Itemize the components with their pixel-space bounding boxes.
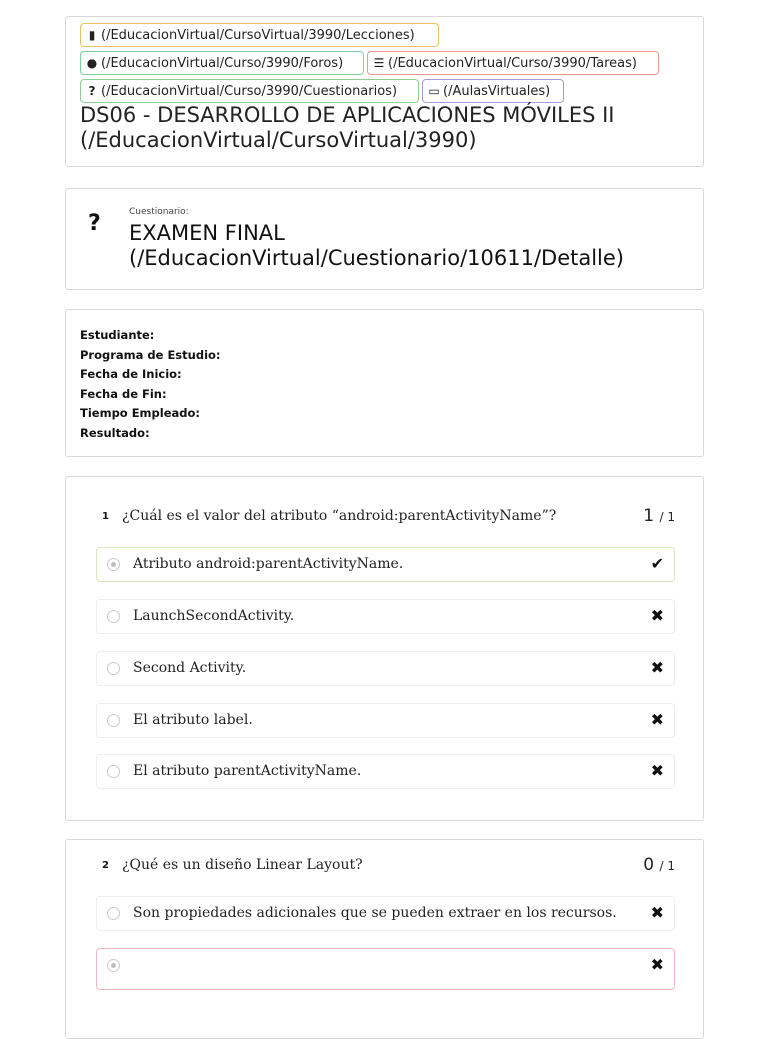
answer-option[interactable] — [96, 754, 675, 789]
answer-text: Atributo android:parentActivityName. — [133, 556, 404, 572]
tiempo-label: Tiempo Empleado: — [80, 406, 201, 420]
laptop-icon: ▭ — [428, 84, 440, 98]
tareas-link[interactable] — [367, 51, 659, 75]
answer-text: El atributo label. — [133, 712, 253, 728]
close-icon: ✖ — [650, 658, 664, 677]
radio-button[interactable] — [107, 907, 120, 920]
answer-option[interactable] — [96, 896, 675, 931]
course-title-link: (/EducacionVirtual/CursoVirtual/3990) — [80, 128, 477, 152]
course-title[interactable] — [80, 103, 700, 153]
page-viewport[interactable] — [0, 28, 768, 988]
programa-label: Programa de Estudio: — [80, 347, 221, 362]
course-title-text: DS06 - DESARROLLO DE APLICACIONES MÓVILES II — [80, 103, 615, 127]
score-max: / 1 — [659, 859, 675, 873]
answer-text: El atributo parentActivityName. — [133, 763, 362, 779]
answer-option[interactable] — [96, 599, 675, 634]
score-value: 0 — [643, 855, 655, 875]
fecha-inicio-label: Fecha de Inicio: — [80, 367, 182, 381]
question-score — [643, 855, 675, 875]
radio-button[interactable] — [107, 765, 120, 778]
answer-option[interactable] — [96, 948, 675, 990]
cuestionarios-link-text: (/EducacionVirtual/Curso/3990/Cuestionarios) — [101, 84, 398, 99]
book-icon: ▮ — [88, 28, 96, 42]
comments-icon: ● — [86, 56, 98, 70]
tareas-link-text: (/EducacionVirtual/Curso/3990/Tareas) — [388, 56, 637, 71]
question-icon: ? — [88, 211, 101, 236]
quiz-title-text: EXAMEN FINAL — [129, 221, 285, 245]
question-text: ¿Cuál es el valor del atributo “android:parentActivityName”? — [122, 508, 557, 524]
question-card — [65, 839, 704, 1039]
radio-button[interactable] — [107, 558, 120, 571]
radio-button[interactable] — [107, 662, 120, 675]
close-icon: ✖ — [650, 903, 664, 922]
check-icon: ✔ — [650, 554, 664, 573]
course-card — [65, 16, 704, 167]
answer-text: Second Activity. — [133, 660, 247, 676]
foros-link-text: (/EducacionVirtual/Curso/3990/Foros) — [101, 56, 344, 71]
fecha-fin-label: Fecha de Fin: — [80, 386, 167, 401]
answer-option[interactable] — [96, 547, 675, 582]
close-icon: ✖ — [650, 955, 664, 974]
question-number: 1 — [102, 511, 109, 522]
question-text: ¿Qué es un diseño Linear Layout? — [122, 857, 363, 873]
radio-button[interactable] — [107, 959, 120, 972]
lecciones-link-text: (/EducacionVirtual/CursoVirtual/3990/Lecciones) — [101, 28, 415, 43]
question-score — [643, 506, 675, 526]
lecciones-link[interactable] — [80, 23, 439, 47]
quiz-label: Cuestionario: — [129, 207, 189, 217]
quiz-title-link: (/EducacionVirtual/Cuestionario/10611/Detalle) — [129, 246, 624, 270]
student-info-list — [80, 326, 221, 443]
resultado-label: Resultado: — [80, 425, 150, 440]
question-icon: ? — [88, 84, 96, 98]
aulas-virtuales-link[interactable] — [422, 79, 564, 103]
answer-text: LaunchSecondActivity. — [133, 608, 295, 624]
answer-option[interactable] — [96, 703, 675, 738]
cuestionarios-link[interactable] — [80, 79, 419, 103]
answer-option[interactable] — [96, 651, 675, 686]
score-value: 1 — [643, 506, 655, 526]
foros-link[interactable] — [80, 51, 364, 75]
question-card — [65, 476, 704, 821]
radio-button[interactable] — [107, 714, 120, 727]
aulas-link-text: (/AulasVirtuales) — [443, 84, 551, 99]
close-icon: ✖ — [650, 606, 664, 625]
estudiante-label: Estudiante: — [80, 328, 155, 342]
answer-text: Son propiedades adicionales que se pueden extraer en los recursos. — [133, 905, 617, 921]
quiz-card — [65, 188, 704, 290]
quiz-title[interactable] — [129, 221, 689, 271]
student-info-card — [65, 309, 704, 457]
close-icon: ✖ — [650, 761, 664, 780]
tasks-icon: ☰ — [373, 56, 385, 70]
question-number: 2 — [102, 860, 109, 871]
radio-button[interactable] — [107, 610, 120, 623]
score-max: / 1 — [659, 510, 675, 524]
close-icon: ✖ — [650, 710, 664, 729]
